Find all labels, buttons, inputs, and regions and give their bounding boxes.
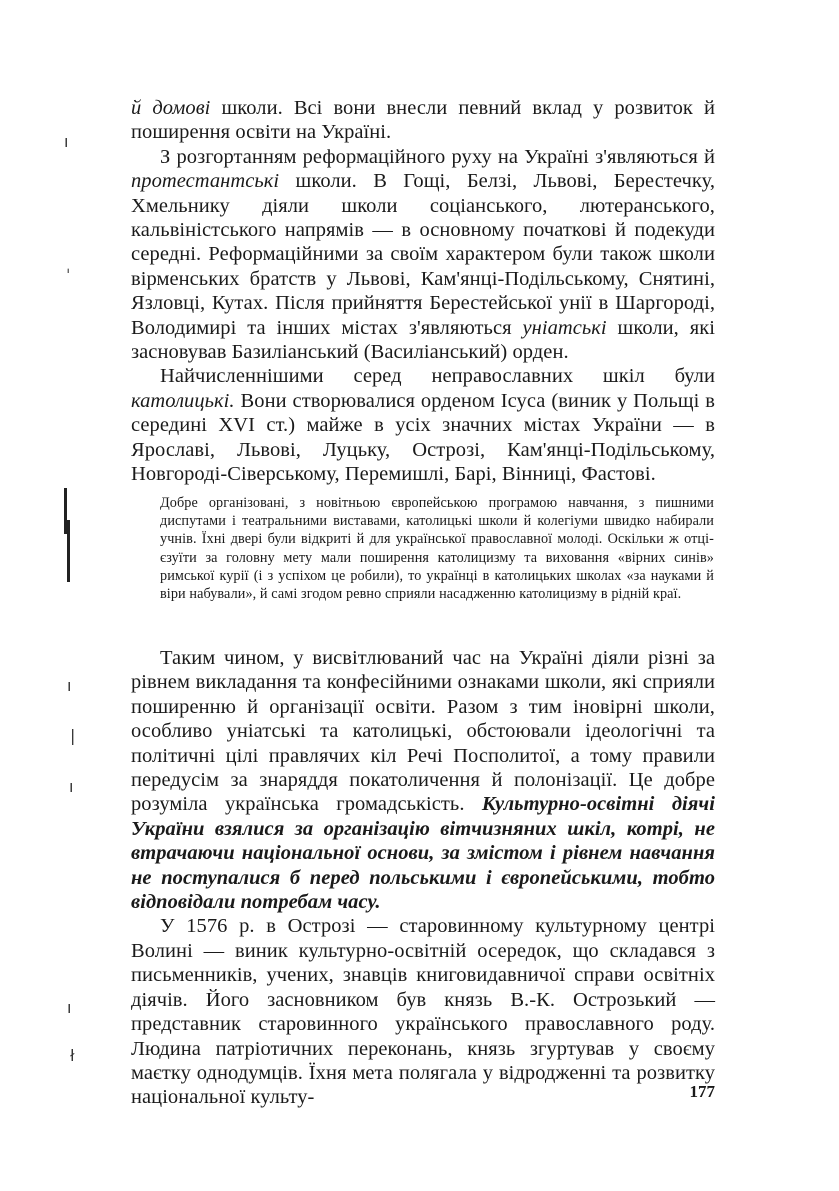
margin-mark: ı: [69, 777, 74, 796]
lower-text-block: [131, 646, 715, 1110]
italic-term: протестантські: [131, 170, 280, 193]
margin-mark: [67, 520, 70, 582]
margin-mark: |: [70, 726, 76, 745]
italic-term: домові: [152, 97, 211, 119]
italic-term: й: [131, 97, 153, 119]
margin-mark: ˈ: [66, 266, 71, 285]
emphasized-text: Культурно-освітні діячі України взялися за організацію вітчизняних шкіл, котрі, не втрачаючи національної основи, за змістом і рівнем навчання не поступалися б перед польськими і європейськими, тобто відповідали потребам часу.: [131, 793, 715, 914]
paragraph: [131, 646, 715, 914]
upper-text-block: [131, 96, 715, 487]
text-run: школи. Всі вони внесли певний вклад у розвиток й поширення освіти на Україні.: [131, 97, 715, 144]
text-run: З розгортанням реформаційного руху на Україні з'являються й: [160, 145, 715, 168]
margin-mark: ı: [67, 998, 72, 1017]
paragraph: [131, 914, 715, 1109]
paragraph: [131, 96, 715, 145]
text-run: Таким чином, у висвітлюваний час на Україні діяли різні за рівнем викладання та конфесійними ознаками школи, які сприяли поширенню й організації освіти. Разом з тим іновірні школи, особливо уніатські та католицькі, обстоювали ідеологічні та політичні цілі правлячих кіл Речі Посполитої, а тому правили передусім за знаряддя покатоличення й полонізації. Це добре розуміла українська громадськість.: [131, 647, 715, 816]
footnote-block: Добре організовані, з новітньою європейською програмою навчання, з пишними диспутами і театральними виставами, католицькі школи й колегіуми швидко набирали учнів. Їхні двері були відкриті й для української православної молоді. Оскільки ж отці-єзуїти за головну мету мали поширення католицизму та виховання «вірних синів» римської курії (і з успіхом це робили), то українці в католицьких школах «за науками й віри набували», й самі згодом ревно сприяли насадженню католицизму в рідній краї.: [160, 495, 714, 603]
margin-mark: ı: [67, 676, 72, 695]
italic-term: католицькі.: [131, 389, 235, 412]
paragraph: [131, 364, 715, 486]
text-run: школи. В Гощі, Белзі, Львові, Берестечку, Хмельнику діяли школи соціанського, лютеранського, кальвіністського напрямів — в основному початкові й подекуди середні. Реформаційними за своїм характером були також школи вірменських братств у Львові, Кам'янці-Подільському, Снятині, Язловці, Кутах. Після прийняття Берестейської унії в Шаргороді, Володимирі та інших містах з'являються: [131, 170, 715, 339]
text-run: школи, які засновував Базиліанський (Василіанський) орден.: [131, 316, 715, 364]
text-run: У 1576 р. в Острозі — старовинному культурному центрі Волині — виник культурно-освітній осередок, що складався з письменників, учених, знавців книговидавничої справи освітніх діячів. Його засновником був князь В.-К. Острозький — представник старовинного українського православного роду. Людина патріотичних переконань, князь згуртував у своєму маєтку однодумців. Їхня мета полягала у відродженні та розвитку національної культу-: [131, 915, 715, 1109]
paragraph: [131, 145, 715, 365]
page-number: 177: [689, 1082, 715, 1101]
text-run: Вони створювалися орденом Ісуса (виник у Польщі в середині XVI ст.) майже в усіх значних містах України — в Ярославі, Львові, Луцьку, Острозі, Кам'янці-Подільському, Новгороді-Сіверському, Перемишлі, Барі, Вінниці, Фастові.: [131, 389, 715, 486]
margin-mark: ı: [64, 132, 69, 151]
text-run: Найчисленнішими серед неправославних шкіл були: [160, 365, 715, 388]
margin-mark: ł: [70, 1046, 75, 1065]
italic-term: уніатські: [522, 316, 607, 339]
